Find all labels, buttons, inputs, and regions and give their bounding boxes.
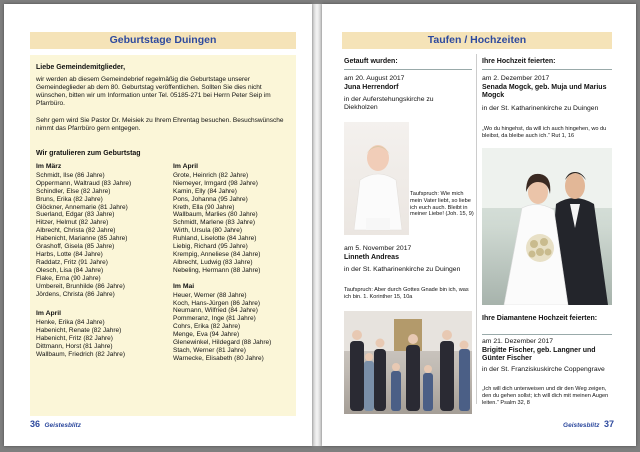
wedding-rule	[482, 69, 612, 70]
column-divider	[476, 54, 477, 404]
diamond-quote-ref: Psalm 32, 8	[500, 399, 530, 406]
diamond-heading: Ihre Diamantene Hochzeit feierten:	[482, 315, 598, 322]
birthday-entry-may: Pommeranz, Inge (81 Jahre)	[173, 315, 256, 323]
birthday-entry-march: Raddatz, Fritz (91 Jahre)	[36, 258, 108, 266]
congrats-heading: Wir gratulieren zum Geburtstag	[36, 150, 141, 157]
diamond-names: Brigitte Fischer, geb. Langner und Günter Fischer	[482, 347, 596, 362]
baptisms-weddings-title: Taufen / Hochzeiten	[342, 32, 612, 49]
birthday-entry-april: Pons, Johanna (95 Jahre)	[173, 195, 248, 203]
baptized-rule	[344, 69, 472, 70]
baptized-heading: Getauft wurden:	[344, 58, 398, 65]
salutation: Liebe Gemeindemitglieder,	[36, 64, 126, 71]
birthday-entry-march: Oppermann, Waltraud (83 Jahre)	[36, 179, 132, 187]
wedding-place: in der St. Katharinenkirche zu Duingen	[482, 105, 599, 112]
birthday-entry-april: Niemeyer, Irmgard (98 Jahre)	[173, 179, 258, 187]
diamond-place: in der St. Franziskuskirche Coppengrave	[482, 366, 605, 373]
birthday-entry-april: Wirth, Ursula (80 Jahre)	[173, 227, 242, 235]
baptism1-spruch: Taufspruch: Wie mich mein Vater liebt, so liebe ich euch auch. Bleibt in meiner Liebe! (Joh. 15, 9)	[410, 191, 474, 218]
right-page	[322, 4, 636, 446]
birthdays-title: Geburtstage Duingen	[30, 32, 296, 49]
magazine-name-right: Geistesblitz	[563, 422, 600, 429]
birthday-entry-march: Schmidt, Ilse (86 Jahre)	[36, 171, 105, 179]
april-heading-left: Im April	[36, 310, 62, 318]
baptism1-date: am 20. August 2017	[344, 75, 405, 82]
birthday-entry-april: Nebeling, Hermann (88 Jahre)	[173, 266, 261, 274]
baptism2-date: am 5. November 2017	[344, 245, 412, 252]
birthday-entry-march: Albrecht, Christa (82 Jahre)	[36, 227, 116, 235]
baptism2-spruch: Taufspruch: Aber durch Gottes Gnade bin ich, was ich bin. 1. Korinther 15, 10a	[344, 287, 469, 300]
birthday-entry-march: Harbs, Lotte (84 Jahre)	[36, 250, 103, 258]
magazine-name-left: Geistesblitz	[44, 422, 81, 429]
may-heading: Im Mai	[173, 282, 195, 290]
birthday-entry-april: Krempig, Anneliese (84 Jahre)	[173, 250, 261, 258]
baptism2-name: Linneth Andreas	[344, 254, 399, 261]
birthday-entry-april: Habenicht, Fritz (82 Jahre)	[36, 335, 113, 343]
birthday-entry-may: Neumann, Wilfried (84 Jahre)	[173, 307, 258, 315]
diamond-quote: „Ich will dich unterweisen und dir den Weg zeigen, den du gehen sollst; ich will dich mit meinen Augen leiten.“ Psalm 32, 8	[482, 386, 609, 406]
intro-paragraph-2: Sehr gern wird Sie Pastor Dr. Meisiek zu Ihrem Ehrentag besuchen. Besuchswünsche nimmt das Pfarrbüro gern entgegen.	[36, 117, 284, 132]
wedding-quote-ref: Rut 1, 16	[551, 132, 575, 139]
birthday-entry-march: Flake, Erna (90 Jahre)	[36, 274, 101, 282]
birthday-entry-may: Heuer, Werner (88 Jahre)	[173, 291, 247, 299]
birthday-entry-march: Glöckner, Annemarie (81 Jahre)	[36, 203, 128, 211]
birthday-entry-april: Dittmann, Horst (81 Jahre)	[36, 343, 113, 351]
left-footer	[30, 414, 81, 432]
birthday-entry-april: Kreth, Ella (90 Jahre)	[173, 203, 235, 211]
birthday-entry-march: Olesch, Lisa (84 Jahre)	[36, 266, 104, 274]
baptism1-name: Juna Herrendorf	[344, 84, 399, 91]
right-footer	[563, 414, 614, 432]
wedding-names: Senada Mogck, geb. Muja und Marius Mogck	[482, 84, 607, 99]
birthday-entry-march: Habenicht, Marianne (85 Jahre)	[36, 235, 128, 243]
diamond-rule	[482, 334, 612, 335]
wedding-date: am 2. Dezember 2017	[482, 75, 550, 82]
birthday-entry-april: Wallbaum, Marlies (80 Jahre)	[173, 211, 258, 219]
birthday-entry-may: Glenewinkel, Hildegard (88 Jahre)	[173, 339, 272, 347]
birthday-entry-april: Wallbaum, Friedrich (82 Jahre)	[36, 350, 125, 358]
wedding-heading: Ihre Hochzeit feierten:	[482, 58, 556, 65]
wedding-photo	[482, 148, 612, 305]
birthday-entry-march: Grashoff, Gisela (85 Jahre)	[36, 243, 115, 251]
march-column	[36, 163, 170, 359]
birthday-entry-april: Henke, Erika (84 Jahre)	[36, 319, 105, 327]
birthday-entry-april: Kamin, Elly (84 Jahre)	[173, 187, 237, 195]
wedding-quote: „Wo du hingehst, da will ich auch hingehen, wo du bleibst, da bleibe auch ich.“ Rut 1, 16	[482, 126, 607, 139]
page-number-left: 36	[30, 419, 41, 429]
family-photo	[344, 311, 472, 414]
baptism1-place: in der Auferstehungskirche zu Diekholzen	[344, 96, 434, 111]
page-gutter	[312, 4, 322, 446]
birthday-entry-march: Bruns, Erika (82 Jahre)	[36, 195, 103, 203]
left-page	[4, 4, 312, 446]
birthday-entry-april: Grote, Heinrich (82 Jahre)	[173, 171, 249, 179]
birthday-entry-march: Suerland, Edgar (83 Jahre)	[36, 211, 115, 219]
birthday-entry-may: Cohrs, Erika (82 Jahre)	[173, 323, 241, 331]
page-number-right: 37	[603, 419, 614, 429]
birthday-entry-april: Albrecht, Ludwig (83 Jahre)	[173, 258, 253, 266]
baby-photo	[344, 122, 409, 235]
birthday-entry-march: Schindler, Else (82 Jahre)	[36, 187, 111, 195]
intro-paragraph: wir werden ab diesem Gemeindebrief regelmäßig die Geburtstage unserer Gemeindeglieder ab dem 80. Geburtstag veröffentlichen. Sollten Sie dies nicht wünschen, bitten wir um Information unter Tel. 05185-271 bei Herrn Peter Seip im Pfarrbüro.	[36, 76, 271, 107]
birthday-entry-may: Koch, Hans-Jürgen (86 Jahre)	[173, 299, 261, 307]
birthday-entry-march: Hitzer, Helmut (82 Jahre)	[36, 219, 109, 227]
birthday-entry-april: Liebig, Richard (95 Jahre)	[173, 243, 248, 251]
birthday-entry-march: Jördens, Christa (86 Jahre)	[36, 290, 115, 298]
birthday-entry-may: Stach, Werner (81 Jahre)	[173, 346, 246, 354]
birthday-entry-april: Schmidt, Marlene (83 Jahre)	[173, 219, 256, 227]
march-heading: Im März	[36, 163, 62, 170]
april-may-column	[173, 163, 297, 363]
diamond-date: am 21. Dezember 2017	[482, 338, 554, 345]
birthday-entry-may: Menge, Eva (94 Jahre)	[173, 331, 240, 339]
birthday-entry-may: Warnecke, Elisabeth (80 Jahre)	[173, 354, 264, 362]
birthday-entry-april: Habenicht, Renate (82 Jahre)	[36, 327, 122, 335]
birthday-entry-march: Umbereit, Brunhilde (86 Jahre)	[36, 282, 125, 290]
april-heading-right: Im April	[173, 163, 199, 170]
birthday-entry-april: Ruhland, Liselotte (84 Jahre)	[173, 235, 257, 243]
baptism2-place: in der St. Katharinenkirche zu Duingen	[344, 266, 461, 273]
